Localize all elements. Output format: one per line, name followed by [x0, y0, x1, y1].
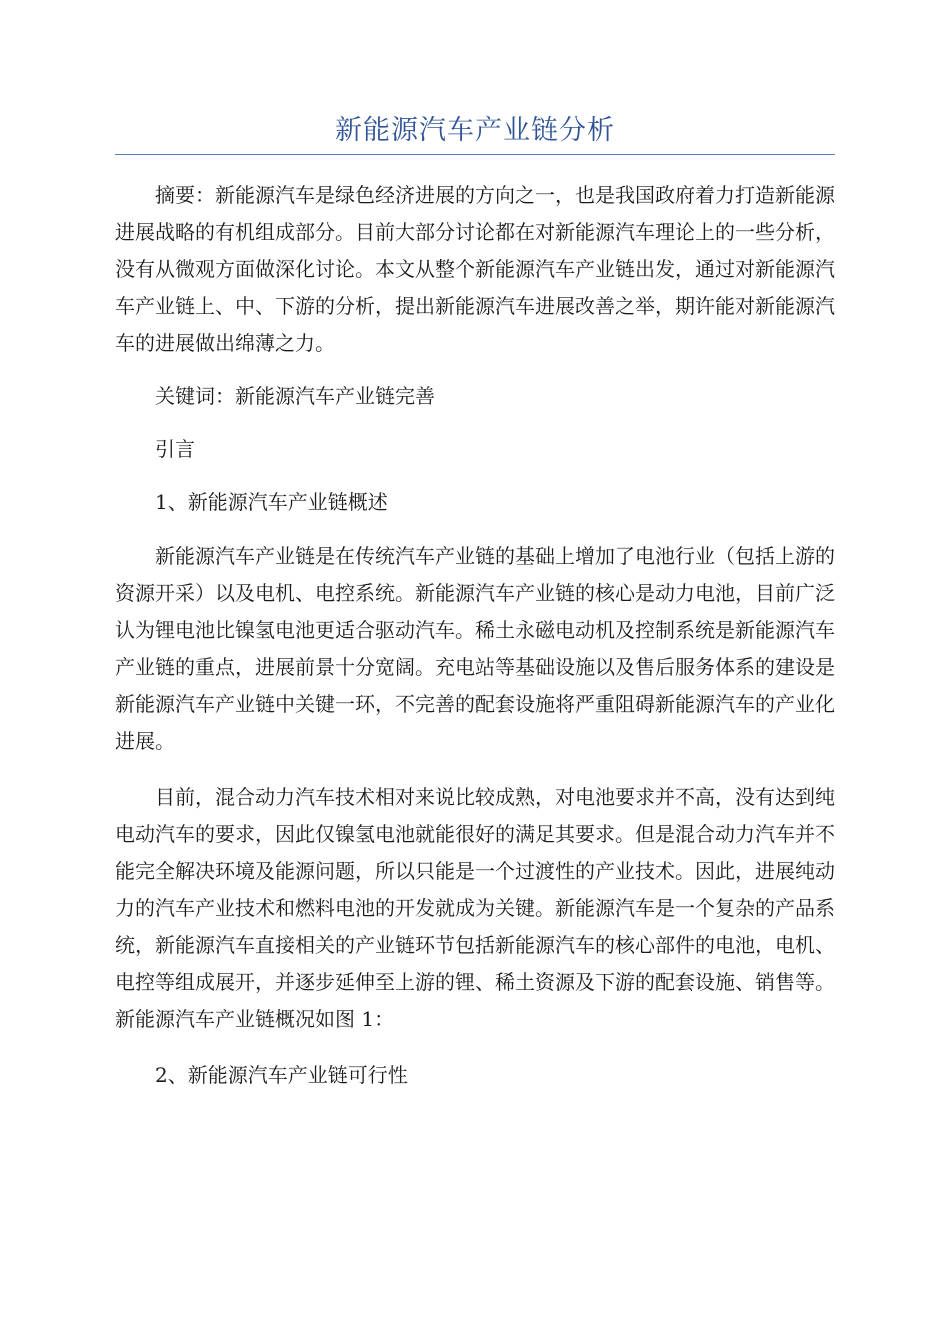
title-block [115, 112, 835, 155]
document-title: 新能源汽车产业链分析 [335, 115, 615, 146]
section1-paragraph-2: 目前，混合动力汽车技术相对来说比较成熟，对电池要求并不高，没有达到纯电动汽车的要求，因此仅镍氢电池就能很好的满足其要求。但是混合动力汽车并不能完全解决环境及能源问题，所以只能是一个过渡性的产业技术。因此，进展纯动力的汽车产业技术和燃料电池的开发就成为关键。新能源汽车是一个复杂的产品系统，新能源汽车直接相关的产业链环节包括新能源汽车的核心部件的电池，电机、电控等组成展开，并逐步延伸至上游的锂、稀土资源及下游的配套设施、销售等。新能源汽车产业链概况如图 1： [115, 785, 835, 1031]
document-page [115, 112, 835, 1094]
abstract-paragraph: 摘要：新能源汽车是绿色经济进展的方向之一，也是我国政府着力打造新能源进展战略的有机组成部分。目前大部分讨论都在对新能源汽车理论上的一些分析，没有从微观方面做深化讨论。本文从整个新能源汽车产业链出发，通过对新能源汽车产业链上、中、下游的分析，提出新能源汽车进展改善之举，期许能对新能源汽车的进展做出绵薄之力。 [115, 183, 835, 355]
keywords-line: 关键词：新能源汽车产业链完善 [155, 384, 435, 408]
section1-paragraph: 新能源汽车产业链是在传统汽车产业链的基础上增加了电池行业（包括上游的资源开采）以及电机、电控系统。新能源汽车产业链的核心是动力电池，目前广泛认为锂电池比镍氢电池更适合驱动汽车。稀土永磁电动机及控制系统是新能源汽车产业链的重点，进展前景十分宽阔。充电站等基础设施以及售后服务体系的建设是新能源汽车产业链中关键一环，不完善的配套设施将严重阻碍新能源汽车的产业化进展。 [115, 544, 835, 753]
intro-heading: 引言 [155, 437, 195, 461]
section1-heading: 1、新能源汽车产业链概述 [155, 490, 388, 514]
section2-heading: 2、新能源汽车产业链可行性 [155, 1063, 408, 1087]
